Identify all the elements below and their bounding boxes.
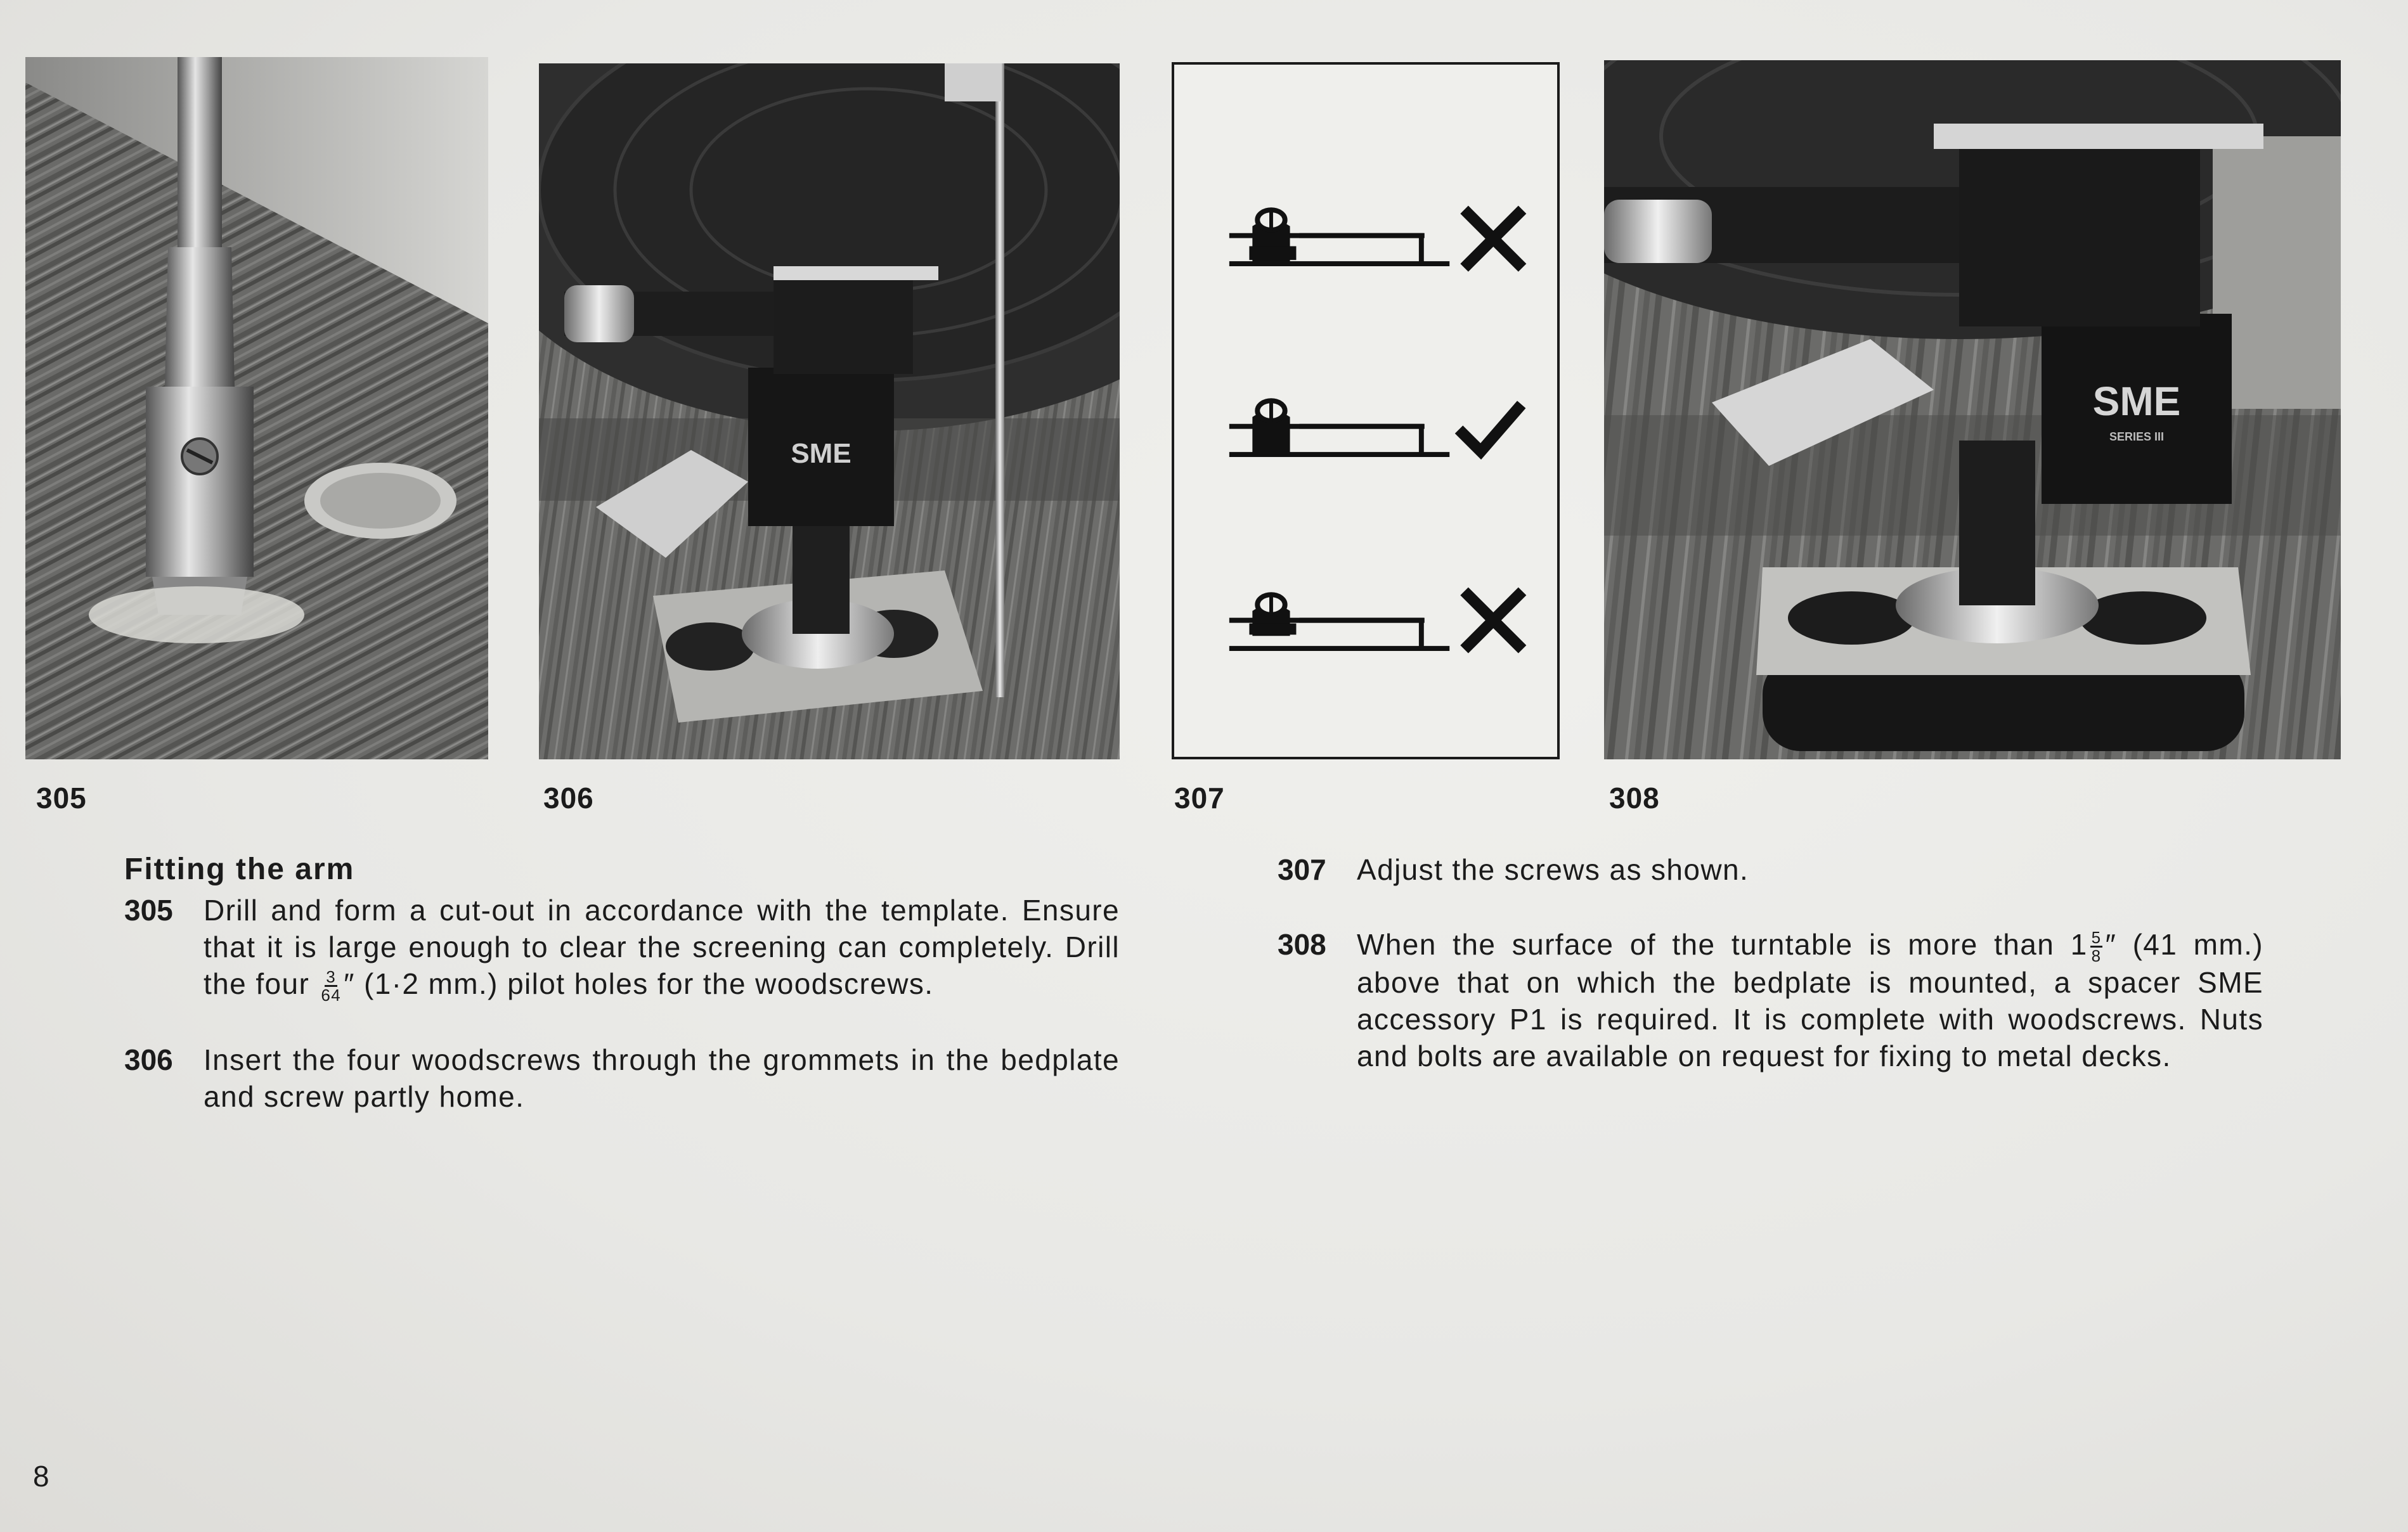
instruction-307 [1278,851,2263,888]
instruction-306 [124,1041,1120,1115]
instruction-308 [1278,926,2263,1074]
page-number: 8 [33,1460,49,1493]
instruction-number: 306 [124,1043,173,1077]
fraction: $\frac{5}{8}$ [2091,928,2102,966]
check-icon [1459,404,1522,451]
photo-308-arm-with-spacer [1604,60,2341,759]
instruction-number: 308 [1278,928,1326,961]
figure-number-308: 308 [1609,782,1660,814]
figure-number-307: 307 [1174,782,1225,814]
instruction-text: Insert the four woodscrews through the grommets in the bedplate and screw partly home. [204,1043,1120,1114]
screw-row-too-high [1229,593,1449,648]
diagram-307-screw-adjustment [1172,62,1560,759]
screw-row-correct [1229,399,1449,454]
sme-logo-series: SERIES III [2109,430,2165,443]
instruction-number: 307 [1278,853,1326,886]
cross-icon [1468,595,1518,645]
instruction-text: When the surface of the turntable is more than 1 $\frac{5}{8}$ ″ (41 mm.) above that on which the bedplate is mounted, a spacer SME accessory P1 is required. It is complete with woodscrews. Nuts and bolts are available on request for fixing to metal decks. [1357,928,2263,1073]
screw-row-too-low [1229,209,1449,264]
cross-icon [1468,214,1518,264]
fraction: $\frac{3}{64}$ [321,967,342,1005]
instruction-text: Adjust the screws as shown. [1357,853,1749,886]
figure-number-306: 306 [543,782,594,814]
photo-305-drilling-cutout [25,57,488,759]
figure-number-305: 305 [36,782,87,814]
instruction-text: Drill and form a cut-out in accordance with the template. Ensure that it is large enough to clear the screening can completely. Drill the four $\frac{3}{64}$ ″ (1·2 mm.) pilot holes for the woodscrews. [204,894,1120,1005]
instruction-number: 305 [124,894,173,927]
sme-logo: SME [2092,378,2181,424]
right-text-column [1278,851,2263,1074]
sme-logo-small: SME [791,438,851,469]
instruction-305 [124,892,1120,1003]
section-heading: Fitting the arm [124,853,355,886]
left-text-column [124,851,1120,1115]
photo-306-arm-on-bedplate [539,63,1120,759]
